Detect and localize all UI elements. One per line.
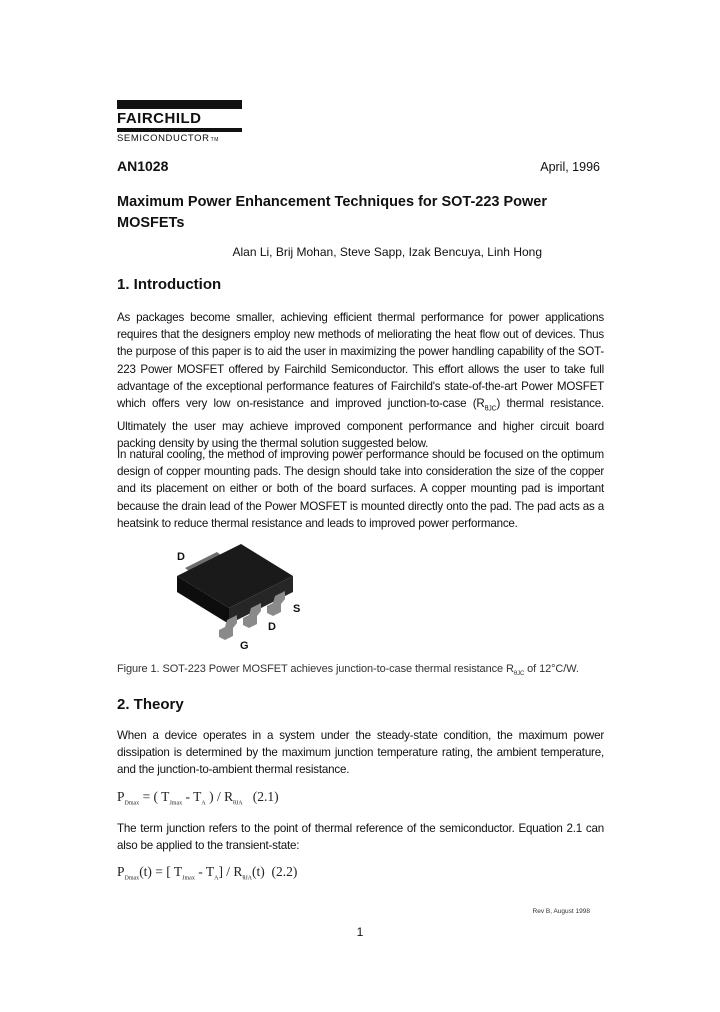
eq1-part: - T: [182, 789, 202, 804]
eq2-part: (t) = [ T: [139, 864, 183, 879]
caption-subscript: θJC: [513, 671, 525, 678]
logo-bottom-bar: [117, 128, 242, 132]
eq2-sub: A: [214, 875, 219, 882]
eq1-part: ) / R: [205, 789, 234, 804]
intro-paragraph-2: In natural cooling, the method of improving power performance should be focused on the optimum design of copper mounting pads. The design should take into consideration the size of the copper and its placement on either or both of the board surfaces. A copper mounting pad is important because the drain lead of the Power MOSFET is mounted directly onto the pad. The pad acts as a heatsink to reduce thermal resistance and leads to improved power performance.: [117, 448, 604, 530]
intro-p1-subscript: θJC: [484, 405, 497, 413]
eq2-sub: θJA: [242, 875, 252, 882]
eq1-part: P: [117, 789, 125, 804]
label-s: S: [293, 603, 301, 615]
document-date: April, 1996: [540, 160, 600, 174]
page-number: 1: [356, 925, 364, 939]
logo-top-bar: [117, 100, 242, 109]
equation-2-2: [117, 864, 297, 882]
sot223-figure: [165, 538, 315, 658]
eq2-part: (t): [252, 864, 265, 879]
eq2-sub: Dmax: [124, 875, 140, 882]
eq1-part: = ( T: [139, 789, 170, 804]
eq2-number: (2.2): [264, 864, 298, 879]
caption-text-b: of 12°C/W.: [524, 663, 579, 675]
eq1-number: (2.1): [242, 789, 279, 804]
equation-2-1: [117, 789, 279, 807]
intro-paragraph-1: [117, 309, 604, 452]
logo-name: FAIRCHILD: [117, 110, 202, 127]
eq1-sub: A: [201, 800, 206, 807]
revision-note: Rev B, August 1998: [532, 908, 590, 915]
eq1-sub: θJA: [233, 800, 243, 807]
fairchild-logo: [117, 100, 242, 146]
eq1-sub: Dmax: [124, 800, 140, 807]
document-title: Maximum Power Enhancement Techniques for SOT-223 Power MOSFETs: [117, 194, 548, 231]
label-d-top: D: [177, 551, 185, 563]
document-number: AN1028: [117, 158, 169, 174]
label-d: D: [268, 621, 276, 633]
section-heading-theory: 2. Theory: [117, 696, 184, 713]
logo-subtitle-text: SEMICONDUCTOR: [117, 133, 210, 144]
eq2-part: - T: [194, 864, 215, 879]
logo-trademark: TM: [210, 137, 220, 143]
label-g: G: [240, 640, 249, 652]
authors: Alan Li, Brij Mohan, Steve Sapp, Izak Bencuya, Linh Hong: [232, 245, 542, 259]
eq1-sub: Jmax: [169, 800, 183, 807]
intro-p1-text-a: As packages become smaller, achieving efficient thermal performance for power applications requires that the designers employ new methods of meliorating the heat flow out of devices. Thus the purpose of this paper is to aid the user in maximizing the power handling capability of the SOT-223 Power MOSFET offered by Fairchild Semiconductor. This effort allows the user to take full advantage of the exceptional performance features of Fairchild's state-of-the-art Power MOSFET which offers very low on-resistance and improved junction-to-case (R: [117, 311, 604, 411]
theory-paragraph-1: When a device operates in a system under the steady-state condition, the maximum power dissipation is determined by the maximum junction temperature rating, the ambient temperature, and the junction-to-ambient thermal resistance.: [117, 729, 604, 777]
section-heading-introduction: 1. Introduction: [117, 276, 222, 293]
eq2-part: ] / R: [218, 864, 243, 879]
caption-text-a: Figure 1. SOT-223 Power MOSFET achieves junction-to-case thermal resistance R: [117, 663, 514, 675]
intro-p1-text-b: ) thermal resistance. Ultimately the user may achieve improved component performance and higher circuit board packing density by using the thermal solution suggested below.: [117, 397, 605, 450]
theory-paragraph-2: The term junction refers to the point of thermal reference of the semiconductor. Equation 2.1 can also be applied to the transient-state:: [117, 822, 604, 853]
logo-subtitle: [117, 133, 242, 146]
figure-1-caption: [117, 663, 607, 677]
eq2-part: P: [117, 864, 125, 879]
eq2-sub: Jmax: [182, 875, 195, 882]
